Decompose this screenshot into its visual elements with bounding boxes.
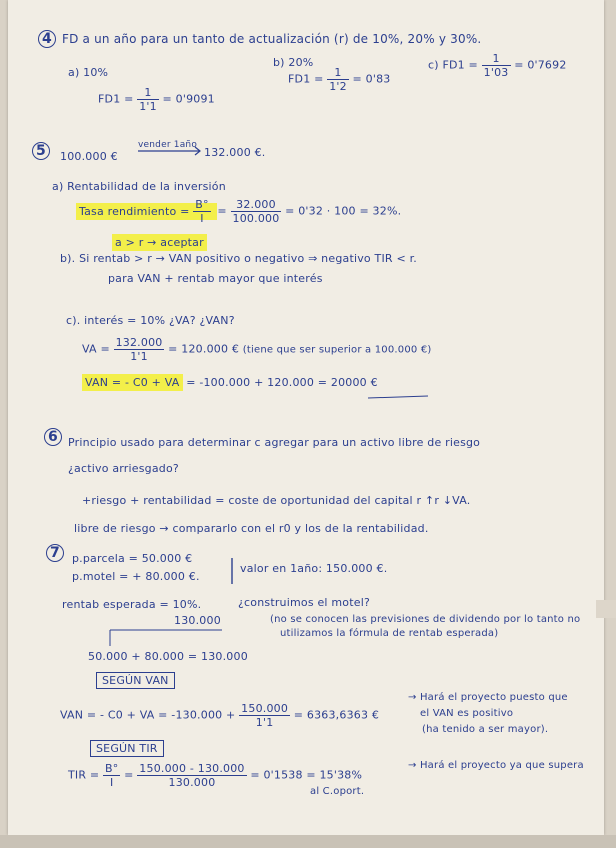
q7-van-conclusion-b: el VAN es positivo bbox=[420, 708, 514, 719]
q5-number: 5 bbox=[32, 142, 50, 160]
q5-c-line1: c). interés = 10% ¿VA? ¿VAN? bbox=[66, 314, 235, 327]
q7-note-b: utilizamos la fórmula de rentab esperada) bbox=[280, 628, 499, 639]
q7-line3: rentab esperada = 10%. bbox=[62, 598, 202, 611]
q7-note-a: (no se conocen las previsiones de dividendo por lo tanto no bbox=[270, 614, 581, 625]
q5-a-note: a > r → aceptar bbox=[112, 236, 207, 249]
q4-a-label: a) 10% bbox=[68, 66, 109, 79]
q6-line3: +riesgo + rentabilidad = coste de oportunidad del capital r ↑r ↓VA. bbox=[82, 494, 471, 507]
q5-b-line2: para VAN + rentab mayor que interés bbox=[108, 272, 323, 285]
q6-line2: ¿activo arriesgado? bbox=[68, 462, 179, 475]
q7-van-line: VAN = - C0 + VA = -130.000 + $\frac{150.000}{1'1}$ = 6363,6363 € bbox=[60, 702, 380, 729]
q7-line-right: valor en 1año: 150.000 €. bbox=[240, 562, 388, 575]
q4-c-formula: c) FD1 = $\frac{1}{1'03}$ = 0'7692 bbox=[428, 52, 567, 79]
q4-number: 4 bbox=[38, 30, 56, 48]
q7-tir-conclusion-a: → Hará el proyecto ya que supera bbox=[408, 760, 584, 771]
notebook-page bbox=[8, 0, 604, 835]
q7-line2: p.motel = + 80.000 €. bbox=[72, 570, 200, 583]
q7-segun-van: SEGÚN VAN bbox=[96, 674, 175, 687]
q6-line1: Principio usado para determinar c agregar para un activo libre de riesgo bbox=[68, 436, 481, 449]
scan-edge-right bbox=[596, 600, 616, 618]
q7-line3-question: ¿construimos el motel? bbox=[238, 596, 370, 609]
q5-a-label: a) Rentabilidad de la inversión bbox=[52, 180, 226, 193]
q4-statement: FD a un año para un tanto de actualización (r) de 10%, 20% y 30%. bbox=[62, 32, 482, 46]
scan-edge-bottom bbox=[0, 835, 616, 848]
handwritten-strokes bbox=[8, 0, 604, 835]
q7-segun-tir: SEGÚN TIR bbox=[90, 742, 164, 755]
q7-number: 7 bbox=[46, 544, 64, 562]
q7-sum-top: 130.000 bbox=[174, 614, 221, 627]
q5-a-formula: Tasa rendimiento = $\frac{B^\circ}{I}$ = $\frac{32.000}{100.000}$ = 0'32 · 100 = 32%. bbox=[76, 198, 401, 225]
q7-tir-conclusion-b: al C.oport. bbox=[310, 786, 365, 797]
q7-sum-line: 50.000 + 80.000 = 130.000 bbox=[88, 650, 248, 663]
q6-line4: libre de riesgo → compararlo con el r0 y los de la rentabilidad. bbox=[74, 522, 429, 535]
q5-b-line1: b). Si rentab > r → VAN positivo o negativo ⇒ negativo TIR < r. bbox=[60, 252, 417, 265]
q5-c-van: VAN = - C0 + VA = -100.000 + 120.000 = 20000 € bbox=[82, 376, 378, 389]
q4-a-formula: FD1 = $\frac{1}{1'1}$ = 0'9091 bbox=[98, 86, 215, 113]
q6-number: 6 bbox=[44, 428, 62, 446]
q7-line1: p.parcela = 50.000 € bbox=[72, 552, 193, 565]
q4-b-label: b) 20% bbox=[273, 56, 314, 69]
q5-header-arrow-label: vender 1año bbox=[138, 140, 198, 150]
q7-van-conclusion-a: → Hará el proyecto puesto que bbox=[408, 692, 568, 703]
underline-20000 bbox=[368, 396, 428, 398]
q5-header-left: 100.000 € bbox=[60, 150, 118, 163]
q4-b-formula: FD1 = $\frac{1}{1'2}$ = 0'83 bbox=[288, 66, 391, 93]
q5-c-va: VA = $\frac{132.000}{1'1}$ = 120.000 € (tiene que ser superior a 100.000 €) bbox=[82, 336, 432, 363]
q7-van-conclusion-c: (ha tenido a ser mayor). bbox=[422, 724, 549, 735]
q7-tir-line: TIR = $\frac{B^\circ}{I}$ = $\frac{150.000 - 130.000}{130.000}$ = 0'1538 = 15'38% bbox=[68, 762, 363, 789]
q5-header-right: 132.000 €. bbox=[204, 146, 266, 159]
